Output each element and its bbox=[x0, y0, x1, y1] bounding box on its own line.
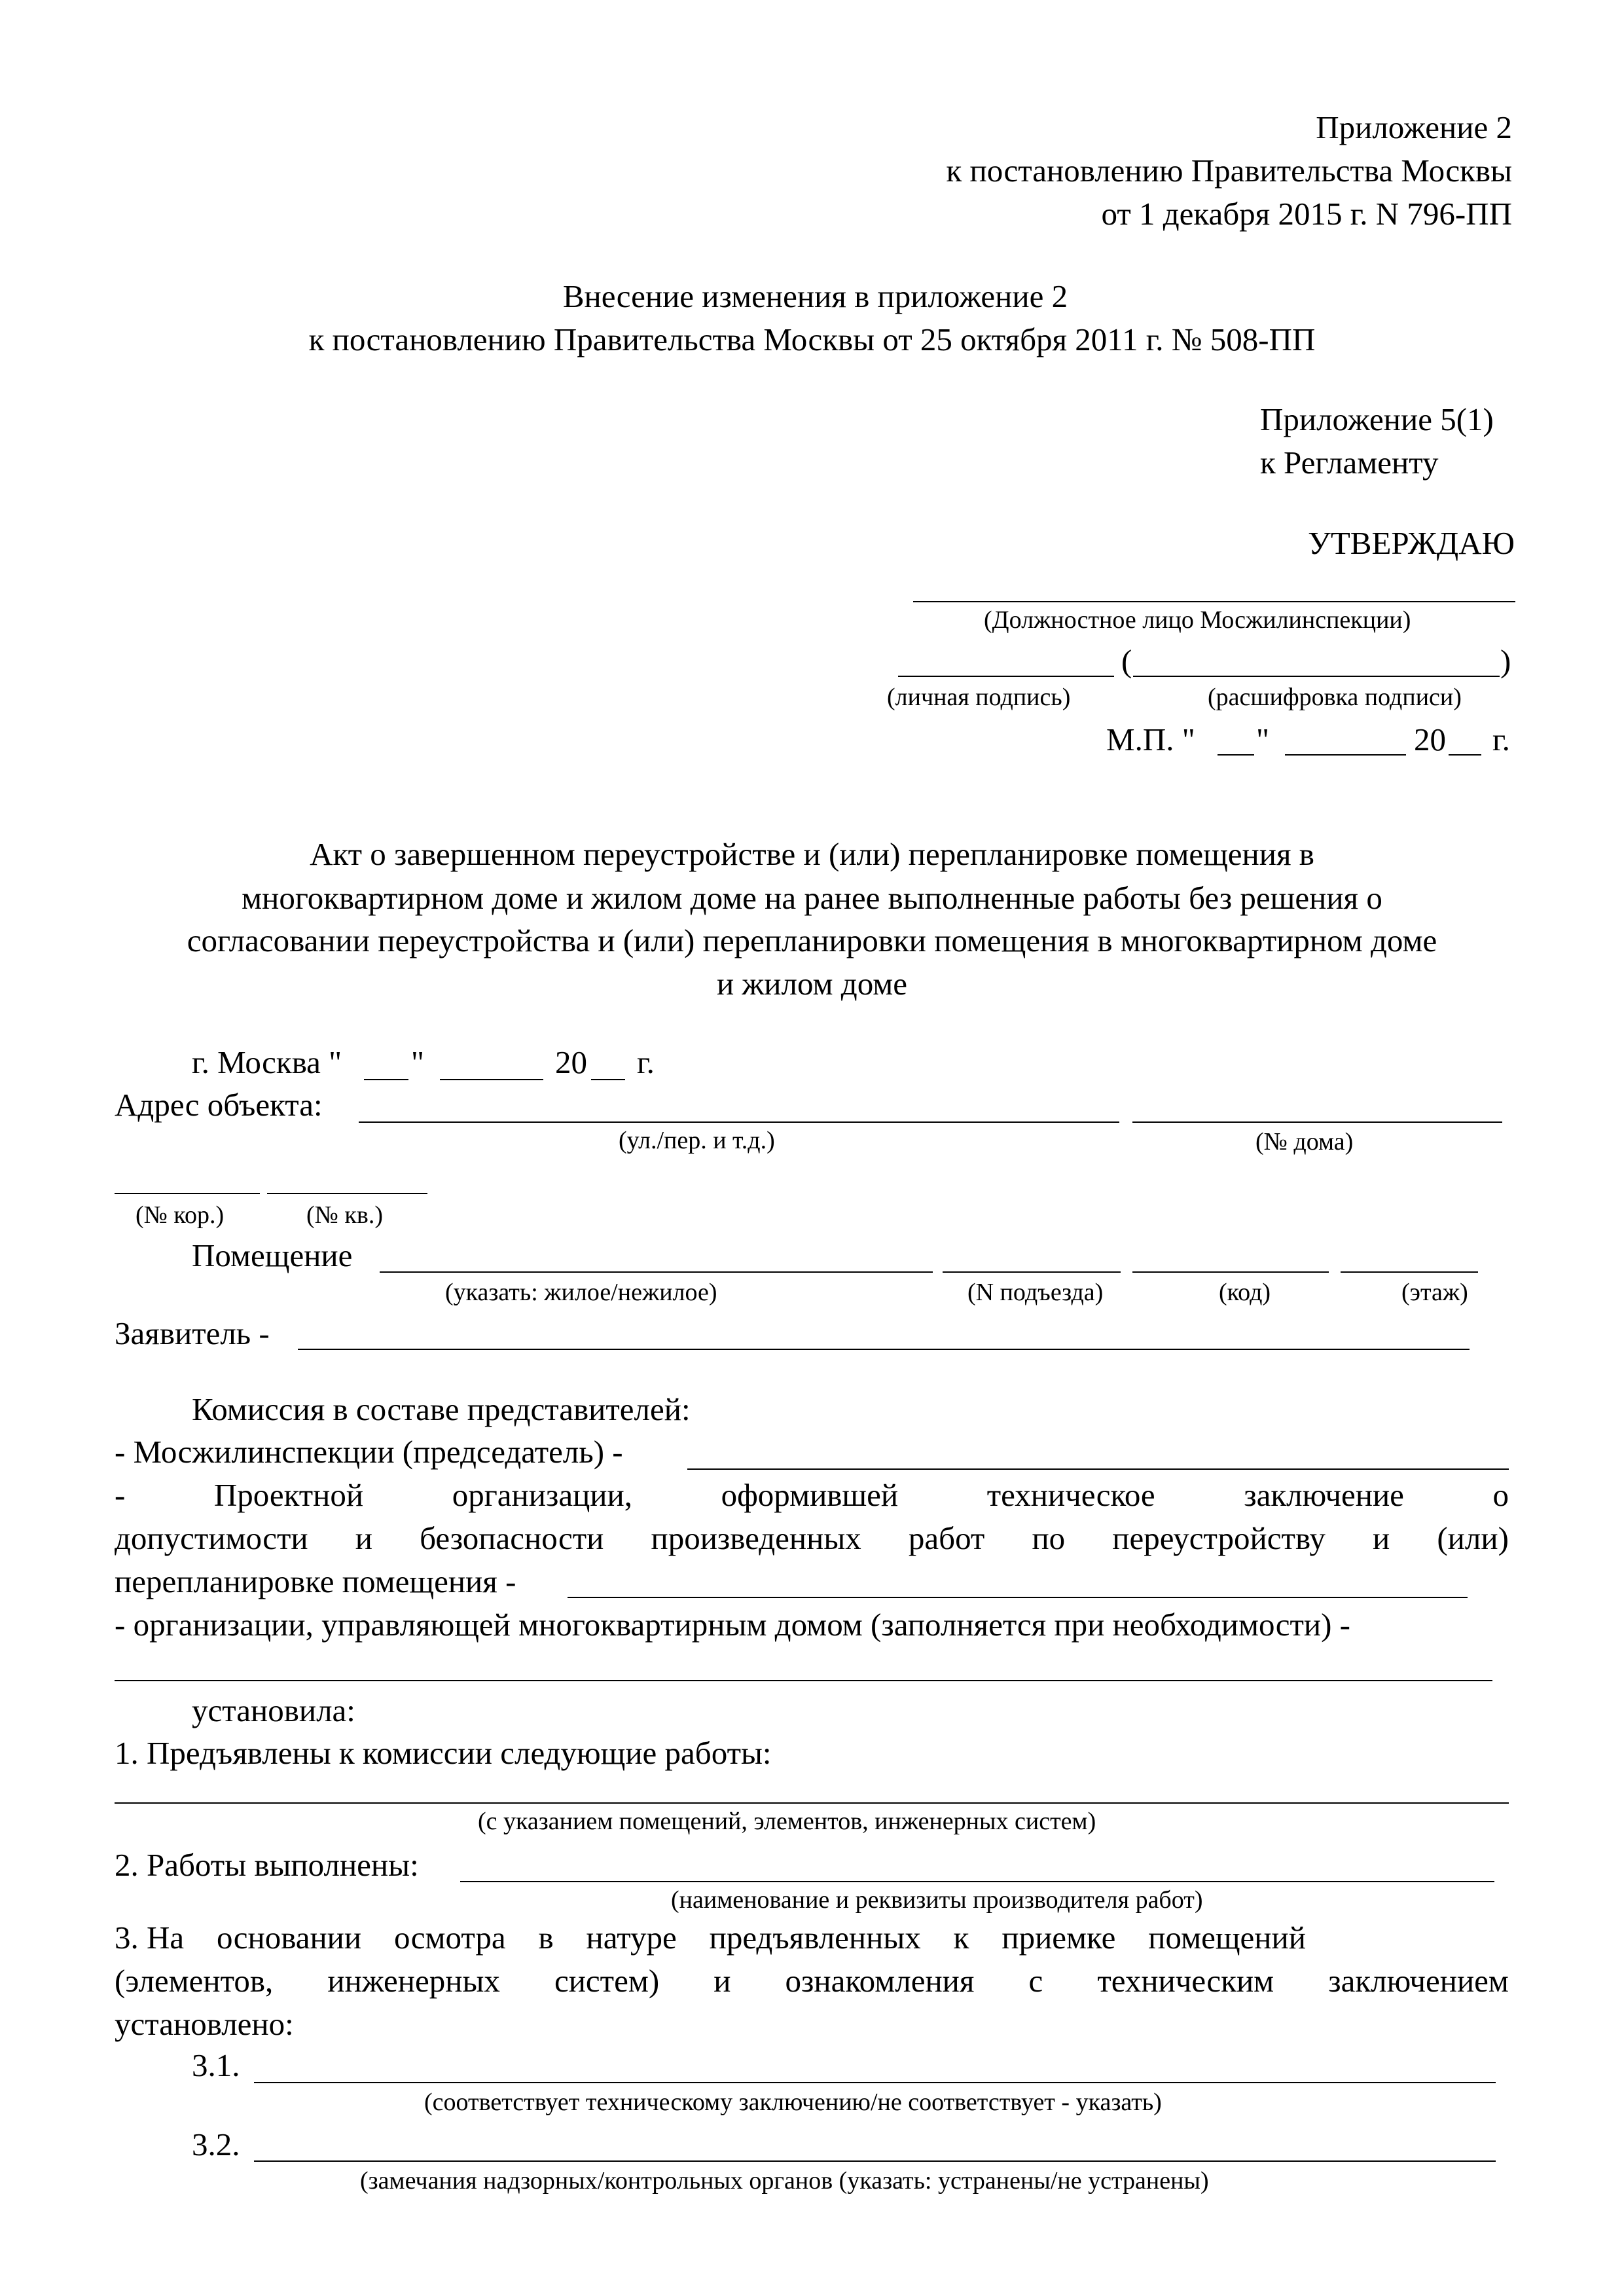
city-prefix: г. Москва " bbox=[192, 1044, 342, 1080]
item32-caption: (замечания надзорных/контрольных органов (указать: устранены/не устранены) bbox=[360, 2167, 1209, 2195]
amendment-line-1: Внесение изменения в приложение 2 bbox=[562, 278, 1068, 314]
building-caption: (№ кор.) bbox=[135, 1201, 225, 1229]
appendix-line-2: к постановлению Правительства Москвы bbox=[946, 153, 1512, 189]
entrance-caption: (N подъезда) bbox=[967, 1279, 1104, 1306]
established-label: установила: bbox=[192, 1692, 355, 1728]
mp-quote-close: " bbox=[1256, 721, 1270, 757]
signature-line[interactable] bbox=[898, 676, 1114, 677]
word: Проектной bbox=[213, 1477, 364, 1513]
city-day-line[interactable] bbox=[364, 1079, 408, 1080]
word: оформившей bbox=[721, 1477, 899, 1513]
mp-day-line[interactable] bbox=[1218, 754, 1254, 756]
premises-type-caption: (указать: жилое/нежилое) bbox=[445, 1279, 717, 1306]
commission-mzhi: - Мосжилинспекции (председатель) - bbox=[115, 1434, 623, 1470]
word: по bbox=[1032, 1520, 1066, 1556]
word: (или) bbox=[1437, 1520, 1509, 1556]
word: работ bbox=[908, 1520, 985, 1556]
word: заключение bbox=[1244, 1477, 1404, 1513]
word: предъявленных bbox=[709, 1920, 921, 1956]
street-line[interactable] bbox=[359, 1121, 1119, 1123]
mp-prefix: М.П. " bbox=[1106, 721, 1195, 757]
word: инженерных bbox=[327, 1963, 500, 1999]
building-line[interactable] bbox=[115, 1193, 260, 1194]
design-org-field-line[interactable] bbox=[568, 1597, 1468, 1598]
word: систем) bbox=[554, 1963, 660, 1999]
appendix-line-1: Приложение 2 bbox=[1316, 109, 1512, 145]
item2-field-line[interactable] bbox=[460, 1881, 1494, 1882]
word: - bbox=[115, 1477, 126, 1513]
reglament-line-2: к Регламенту bbox=[1260, 445, 1439, 481]
item31-caption: (соответствует техническому заключению/не соответствует - указать) bbox=[424, 2088, 1162, 2116]
item31-label: 3.1. bbox=[192, 2047, 240, 2083]
entrance-line[interactable] bbox=[943, 1271, 1121, 1273]
signature-caption: (личная подпись) bbox=[887, 683, 1071, 711]
floor-line[interactable] bbox=[1341, 1271, 1478, 1273]
item3-line-1 bbox=[115, 1922, 1306, 1954]
item32-field-line[interactable] bbox=[254, 2160, 1496, 2162]
word: переустройству bbox=[1112, 1520, 1326, 1556]
word: 3. На bbox=[115, 1920, 185, 1956]
mp-year-suffix: г. bbox=[1492, 721, 1510, 757]
item3-line-3: установлено: bbox=[115, 2006, 294, 2042]
decode-caption: (расшифровка подписи) bbox=[1208, 683, 1462, 711]
city-year-suffix: г. bbox=[637, 1044, 655, 1080]
item2-text: 2. Работы выполнены: bbox=[115, 1847, 419, 1883]
word: техническим bbox=[1097, 1963, 1274, 1999]
city-year-line[interactable] bbox=[591, 1079, 625, 1080]
commission-mzhi-line[interactable] bbox=[687, 1468, 1509, 1470]
design-org-line-2 bbox=[115, 1522, 1509, 1554]
reglament-line-1: Приложение 5(1) bbox=[1260, 401, 1494, 437]
item2-caption: (наименование и реквизиты производителя работ) bbox=[671, 1886, 1203, 1914]
item1-text: 1. Предъявлены к комиссии следующие работы: bbox=[115, 1735, 772, 1771]
code-caption: (код) bbox=[1219, 1279, 1271, 1306]
city-year: 20 bbox=[555, 1044, 587, 1080]
word: (элементов, bbox=[115, 1963, 274, 1999]
act-title-line-2: многоквартирном доме и жилом доме на ранее выполненные работы без решения о bbox=[242, 880, 1382, 916]
item31-field-line[interactable] bbox=[254, 2082, 1496, 2083]
approval-title: УТВЕРЖДАЮ bbox=[1308, 525, 1515, 561]
management-org: - организации, управляющей многоквартирным домом (заполняется при необходимости) - bbox=[115, 1607, 1350, 1643]
design-org-line-1 bbox=[115, 1479, 1509, 1511]
item32-label: 3.2. bbox=[192, 2126, 240, 2162]
word: и bbox=[355, 1520, 372, 1556]
premises-type-line[interactable] bbox=[380, 1271, 933, 1273]
word: в bbox=[538, 1920, 554, 1956]
premises-label: Помещение bbox=[192, 1237, 353, 1273]
decode-line[interactable] bbox=[1133, 676, 1500, 677]
official-line[interactable] bbox=[913, 601, 1515, 602]
word: организации, bbox=[452, 1477, 633, 1513]
design-org-line-3: перепланировке помещения - bbox=[115, 1563, 516, 1599]
commission-intro: Комиссия в составе представителей: bbox=[192, 1391, 691, 1427]
word: техническое bbox=[986, 1477, 1155, 1513]
mp-year-line[interactable] bbox=[1449, 754, 1481, 756]
house-caption: (№ дома) bbox=[1255, 1128, 1354, 1156]
close-paren: ) bbox=[1500, 643, 1511, 679]
apartment-line[interactable] bbox=[267, 1193, 427, 1194]
open-paren: ( bbox=[1121, 643, 1132, 679]
floor-caption: (этаж) bbox=[1401, 1279, 1468, 1306]
mp-month-line[interactable] bbox=[1285, 754, 1406, 756]
management-field-line[interactable] bbox=[115, 1680, 1492, 1681]
act-title-line-3: согласовании переустройства и (или) перепланировки помещения в многоквартирном доме bbox=[187, 922, 1437, 958]
applicant-line[interactable] bbox=[298, 1349, 1470, 1350]
word: о bbox=[1492, 1477, 1509, 1513]
mp-year: 20 bbox=[1414, 721, 1446, 757]
item1-field-line[interactable] bbox=[115, 1802, 1509, 1804]
apartment-caption: (№ кв.) bbox=[306, 1201, 383, 1229]
appendix-line-3: от 1 декабря 2015 г. N 796-ПП bbox=[1101, 196, 1512, 232]
word: приемке bbox=[1001, 1920, 1116, 1956]
word: помещений bbox=[1148, 1920, 1306, 1956]
code-line[interactable] bbox=[1132, 1271, 1329, 1273]
act-title-line-4: и жилом доме bbox=[716, 966, 908, 1002]
word: заключением bbox=[1328, 1963, 1509, 1999]
word: произведенных bbox=[651, 1520, 861, 1556]
address-label: Адрес объекта: bbox=[115, 1087, 323, 1123]
official-caption: (Должностное лицо Мосжилинспекции) bbox=[984, 606, 1411, 634]
item1-caption: (с указанием помещений, элементов, инженерных систем) bbox=[478, 1808, 1096, 1835]
word: с bbox=[1028, 1963, 1043, 1999]
word: и bbox=[713, 1963, 731, 1999]
word: основании bbox=[217, 1920, 362, 1956]
city-month-line[interactable] bbox=[440, 1079, 543, 1080]
city-quote-close: " bbox=[411, 1044, 425, 1080]
word: осмотра bbox=[394, 1920, 506, 1956]
street-caption: (ул./пер. и т.д.) bbox=[619, 1127, 775, 1154]
applicant-label: Заявитель - bbox=[115, 1315, 270, 1351]
word: к bbox=[953, 1920, 969, 1956]
house-line[interactable] bbox=[1132, 1121, 1502, 1123]
word: ознакомления bbox=[785, 1963, 975, 1999]
word: допустимости bbox=[115, 1520, 308, 1556]
item3-line-2 bbox=[115, 1965, 1509, 1997]
word: натуре bbox=[586, 1920, 677, 1956]
amendment-line-2: к постановлению Правительства Москвы от 25 октября 2011 г. № 508-ПП bbox=[308, 321, 1316, 357]
act-title-line-1: Акт о завершенном переустройстве и (или) перепланировке помещения в bbox=[310, 836, 1314, 872]
word: и bbox=[1373, 1520, 1390, 1556]
word: безопасности bbox=[420, 1520, 604, 1556]
